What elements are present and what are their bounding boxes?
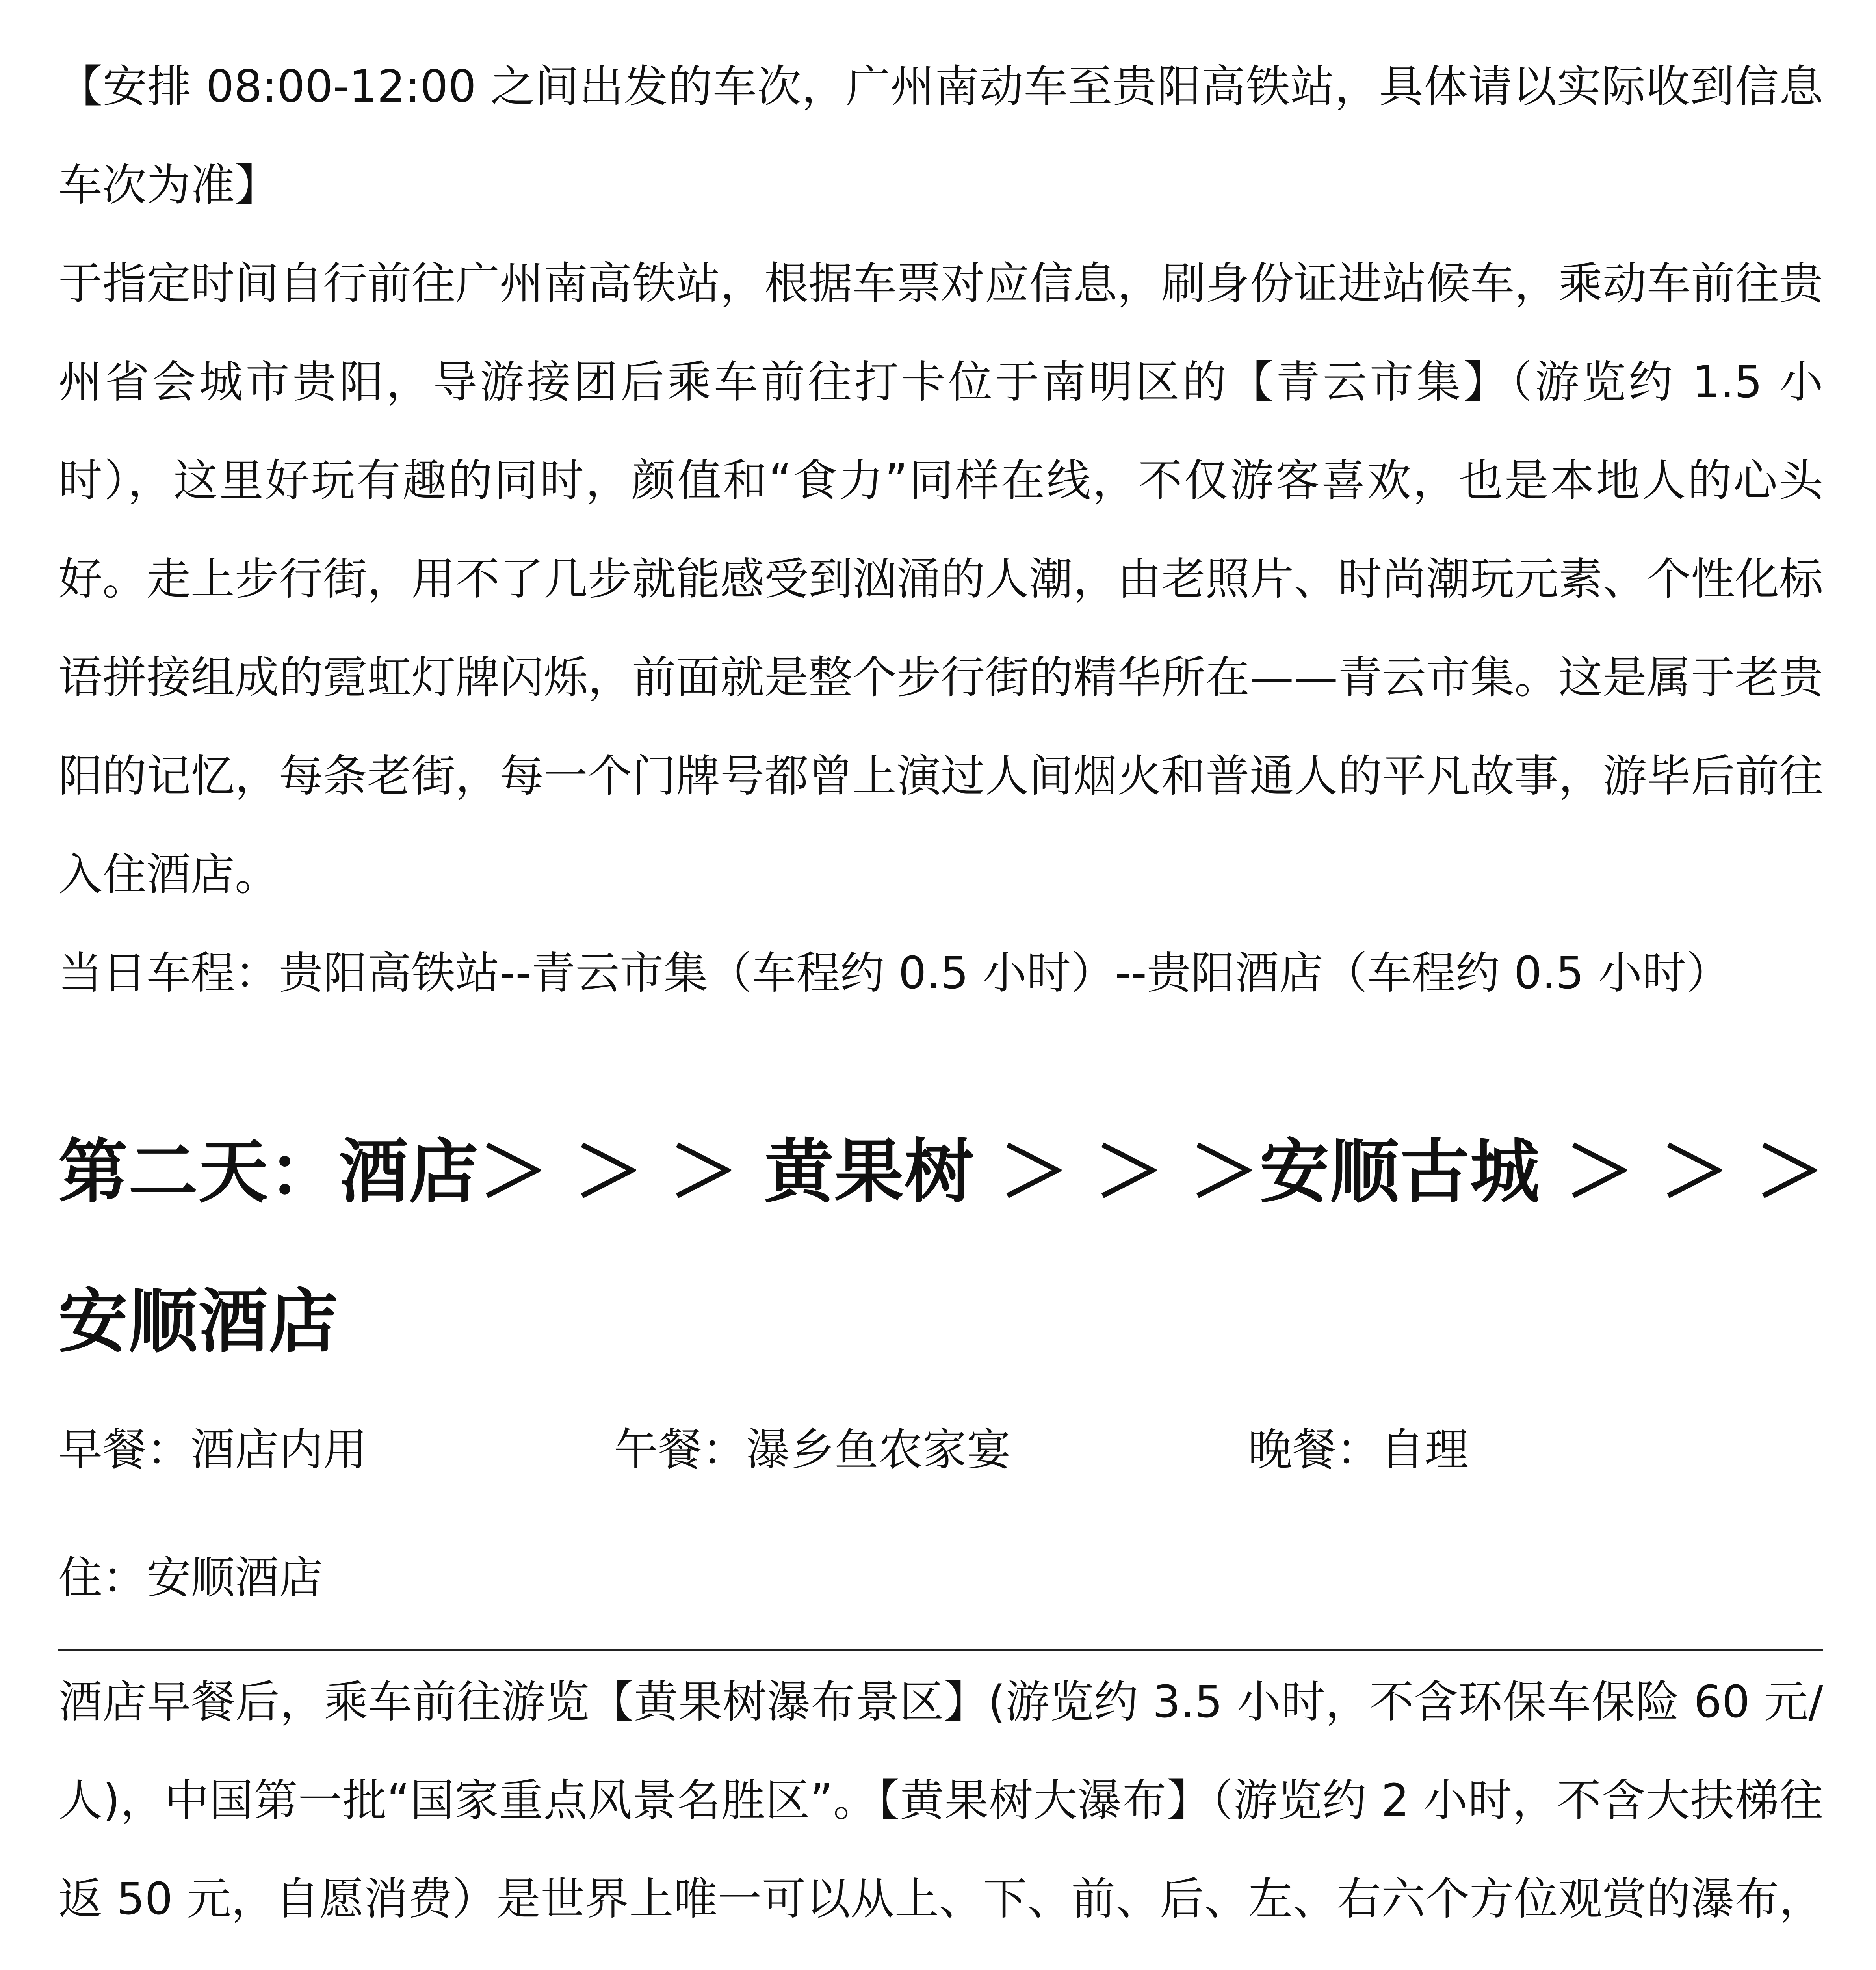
day1-route: 当日车程：贵阳高铁站--青云市集（车程约 0.5 小时）--贵阳酒店（车程约 0.5 小时）	[58, 948, 1731, 999]
train-schedule-note: 【安排 08:00-12:00 之间出发的车次，广州南动车至贵阳高铁站，具体请以实际收到信息车次为准】	[58, 61, 1823, 211]
breakfast-info: 早餐：酒店内用	[58, 1424, 367, 1476]
day2-heading: 第二天：酒店＞ ＞ ＞ 黄果树 ＞ ＞ ＞安顺古城 ＞ ＞ ＞ 安顺酒店	[58, 1132, 1826, 1362]
day1-description: 于指定时间自行前往广州南高铁站，根据车票对应信息，刷身份证进站候车，乘动车前往贵州省会城市贵阳，导游接团后乘车前往打卡位于南明区的【青云市集】（游览约 1.5 小时），这里好玩有趣的同时，颜值和“食力”同样在线，不仅游客喜欢，也是本地人的心头好。走上步行街，用不了几步就能感受到汹涌的人潮，由老照片、时尚潮玩元素、个性化标语拼接组成的霓虹灯牌闪烁，前面就是整个步行街的精华所在——青云市集。这是属于老贵阳的记忆，每条老街，每一个门牌号都曾上演过人间烟火和普通人的平凡故事，游毕后前往入住酒店。	[58, 258, 1823, 900]
accommodation-info: 住：安顺酒店	[58, 1552, 323, 1604]
day2-paragraph-1: 酒店早餐后，乘车前往游览【黄果树瀑布景区】(游览约 3.5 小时，不含环保车保险 60 元/人)，中国第一批“国家重点风景名胜区”。【黄果树大瀑布】（游览约 2 小时，不含大扶梯往返 50 元，自愿消费）是世界上唯一可以从上、下、前、后、左、右六个方位观赏的瀑布，	[58, 1676, 1823, 1925]
section-divider	[58, 1649, 1823, 1651]
dinner-info: 晚餐：自理	[1248, 1424, 1469, 1476]
meals-row	[58, 1401, 1823, 1499]
lunch-info: 午餐：瀑乡鱼农家宴	[614, 1424, 1011, 1476]
